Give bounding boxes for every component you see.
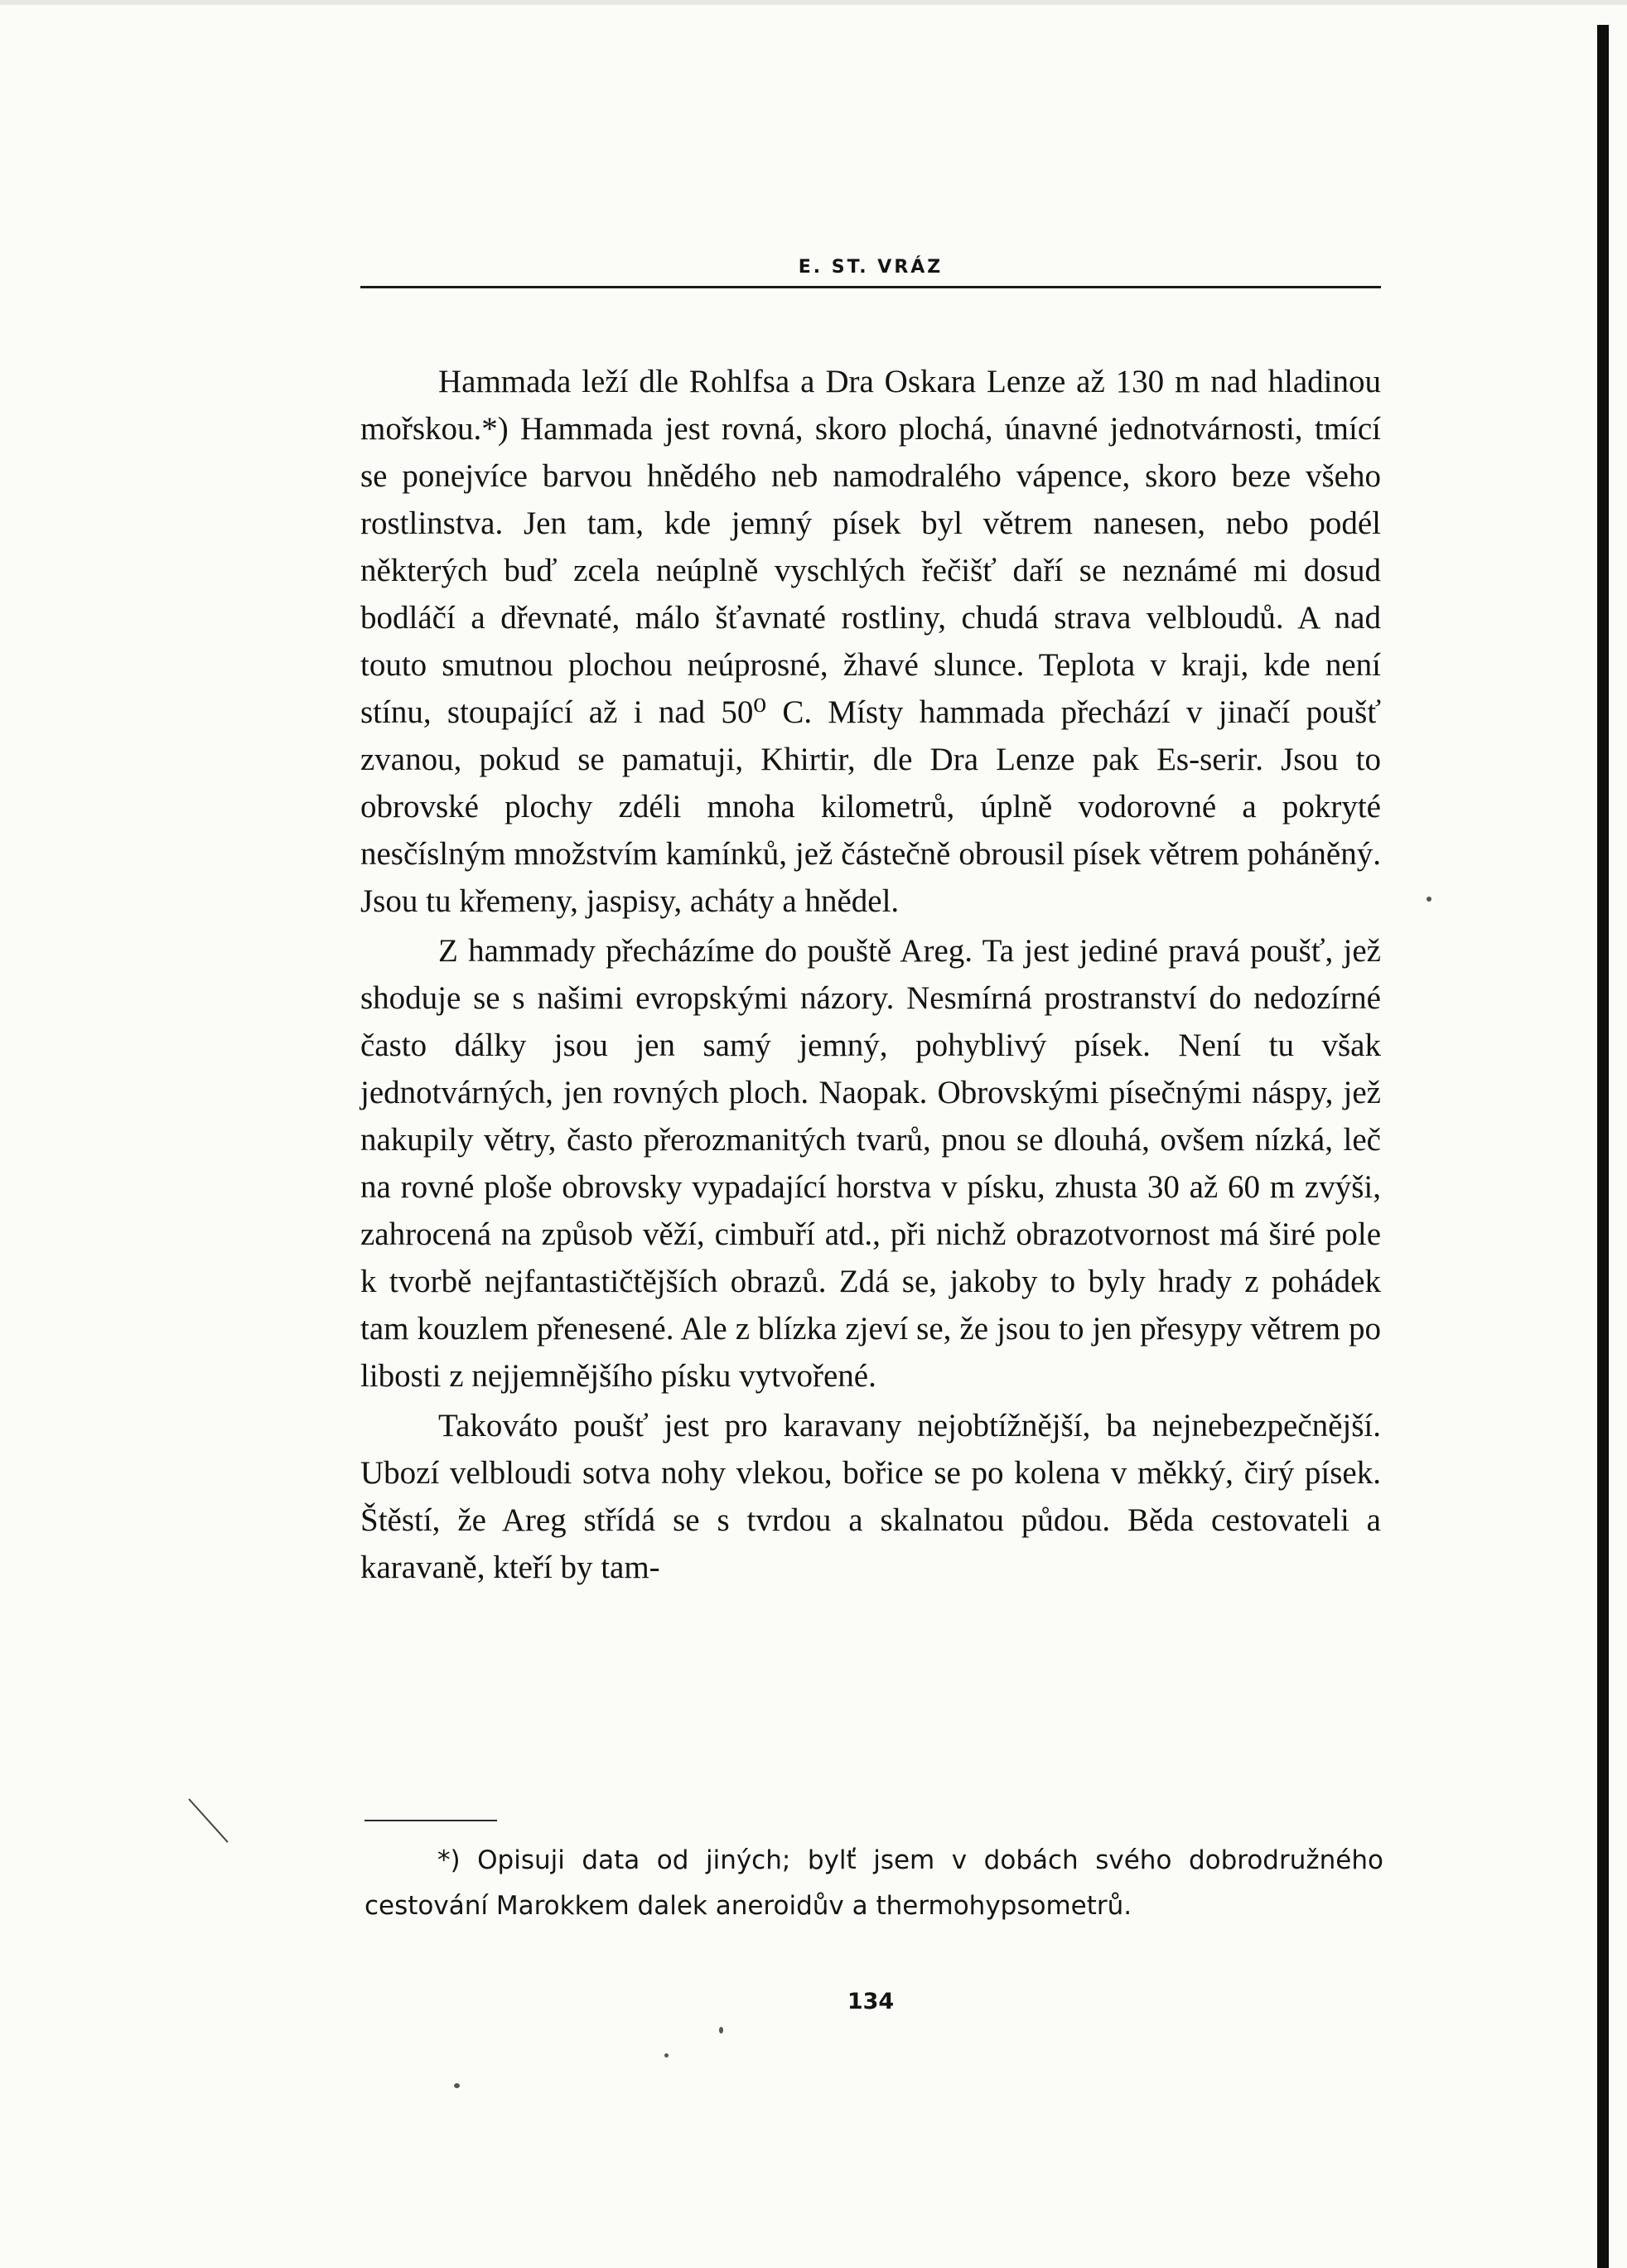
scan-speck [1427, 897, 1431, 902]
footnote-text: *) Opisuji data od jiných; bylť jsem v dobách svého dobrodružného cestování Marokkem dalek aneroidův a thermohypsometrů. [365, 1845, 1383, 1921]
body-text [360, 358, 1381, 1593]
scan-scratch-mark [188, 1798, 228, 1842]
page-number: 134 [847, 1989, 895, 2014]
footnote-rule [365, 1820, 497, 1821]
footnote [365, 1838, 1383, 1929]
scan-speck [664, 2053, 669, 2058]
scan-top-edge [0, 0, 1627, 5]
paragraph-1: Hammada leží dle Rohlfsa a Dra Oskara Lenze až 130 m nad hladinou mořskou.*) Hammada jest rovná, skoro plochá, únavné jednotvárnosti, tmící se ponejvíce barvou hnědého neb namodralého vápence, skoro beze všeho rostlinstva. Jen tam, kde jemný písek byl větrem nanesen, nebo podél některých buď zcela neúplně vyschlých řečišť daří se neznámé mi dosud bodláčí a dřevnaté, málo šťavnaté rostliny, chudá strava velbloudů. A nad touto smutnou plochou neúprosné, žhavé slunce. Teplota v kraji, kde není stínu, stoupající až i nad 50⁰ C. Místy hammada přechází v jinačí poušť zvanou, pokud se pamatuji, Khirtir, dle Dra Lenze pak Es-serir. Jsou to obrovské plochy zdéli mnoha kilometrů, úplně vodorovné a pokryté nesčíslným množstvím kamínků, jež částečně obrousil písek větrem poháněný. Jsou tu křemeny, jaspisy, acháty a hnědel. [360, 364, 1381, 919]
paragraph-2: Z hammady přecházíme do pouště Areg. Ta jest jediné pravá poušť, jež shoduje se s našimi evropskými názory. Nesmírná prostranství do nedozírné často dálky jsou jen samý jemný, pohyblivý písek. Není tu však jednotvárných, jen rovných ploch. Naopak. Obrovskými písečnými náspy, jež nakupily větry, často přerozmanitých tvarů, pnou se dlouhá, ovšem nízká, leč na rovné ploše obrovsky vypadající horstva v písku, zhusta 30 až 60 m zvýši, zahrocená na způsob věží, cimbuří atd., při nichž obrazotvornost má širé pole k tvorbě nejfantastičtějších obrazů. Zdá se, jakoby to byly hrady z pohádek tam kouzlem přenesené. Ale z blízka zjeví se, že jsou to jen přesypy větrem po libosti z nejjemnějšího písku vytvořené. [360, 933, 1381, 1394]
paragraph-3: Takováto poušť jest pro karavany nejobtížnější, ba nejnebezpečnější. Ubozí velbloudi sotva nohy vlekou, bořice se po kolena v měkký, čirý písek. Štěstí, že Areg střídá se s tvrdou a skalnatou půdou. Běda cestovateli a karavaně, kteří by tam- [360, 1408, 1381, 1585]
scan-right-edge-shadow [1597, 25, 1609, 2268]
header-rule [360, 286, 1381, 288]
running-header: E. ST. VRÁZ [798, 257, 944, 278]
scan-speck [719, 2027, 723, 2033]
scan-speck [454, 2083, 460, 2088]
